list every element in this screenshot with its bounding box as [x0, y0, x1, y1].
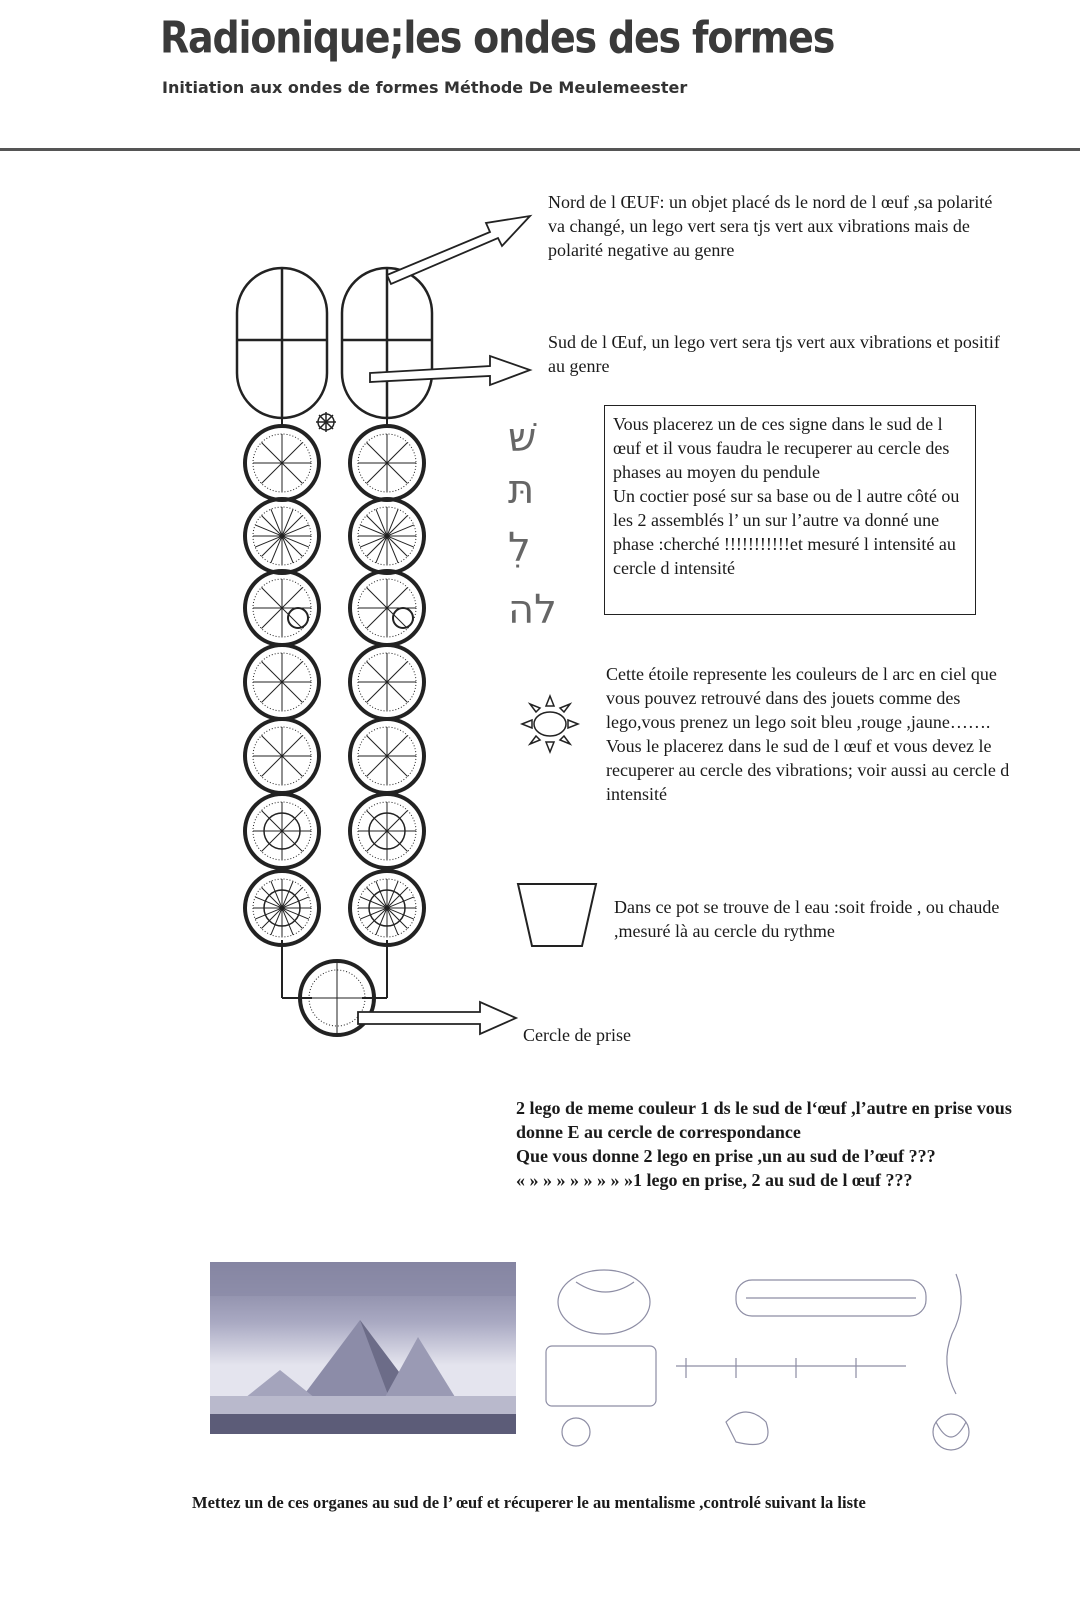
note-etoile: Cette étoile represente les couleurs de l arc en ciel que vous pouvez retrouvé dans des jouets comme des lego,vous prenez un lego soit bleu ,rouge ,jaune……. Vous le placerez dans le sud de l œuf et vous devez le recuperer au cercle des vibrations; voir aussi au cercle d intensité	[606, 664, 1010, 804]
dial-circle	[350, 571, 424, 645]
header-divider	[0, 148, 1080, 151]
note-footer: Mettez un de ces organes au sud de l’ œuf et récuperer le au mentalisme ,controlé suivant la liste	[192, 1493, 866, 1512]
note-lego: 2 lego de meme couleur 1 ds le sud de l‘œuf ,l’autre en prise vous donne E au cercle de correspondance Que vous donne 2 lego en prise ,un au sud de l’œuf ??? « » » » » » » » »1 lego en prise, 2 au sud de l œuf ???	[516, 1098, 1012, 1190]
dial-circle	[245, 499, 319, 573]
egg-diagram	[220, 180, 550, 1060]
note-nord-oeuf: Nord de l ŒUF: un objet placé ds le nord de l œuf ,sa polarité va changé, un lego vert sera tjs vert aux vibrations mais de polarité negative au genre	[548, 192, 993, 260]
pyramids-image	[210, 1262, 516, 1434]
sun-star-icon	[518, 692, 582, 756]
hebrew-shin-glyph: שׁ	[508, 415, 537, 461]
dial-circle	[350, 719, 424, 793]
note-signes-box: Vous placerez un de ces signe dans le sud de l œuf et il vous faudra le recuperer au cercle des phases au moyen du pendule Un coctier posé sur sa base ou de l autre côté ou les 2 assemblés l’ un sur l’autre va donné une phase :cherché !!!!!!!!!!!et mesuré l intensité au cercle d intensité	[604, 405, 976, 615]
dial-circle	[350, 794, 424, 868]
page-subtitle: Initiation aux ondes de formes Méthode De Meulemeester	[162, 78, 688, 97]
note-pot: Dans ce pot se trouve de l eau :soit froide , ou chaude ,mesuré là au cercle du rythme	[614, 897, 1000, 941]
anatomy-sketches-image	[536, 1262, 988, 1458]
dial-circle	[245, 719, 319, 793]
egg-right	[342, 268, 432, 418]
hebrew-tav-glyph: תּ	[508, 467, 535, 513]
egg-left	[237, 268, 327, 418]
page-title: Radionique;les ondes des formes	[160, 12, 835, 63]
hebrew-lamed-glyph: לִ	[508, 525, 531, 571]
label-cercle-de-prise: Cercle de prise	[523, 1025, 631, 1045]
dial-circle	[245, 794, 319, 868]
dial-circle	[350, 499, 424, 573]
dial-circle	[245, 571, 319, 645]
note-sud-oeuf: Sud de l Œuf, un lego vert sera tjs vert aux vibrations et positif au genre	[548, 332, 1000, 376]
hebrew-lamed-he-glyph: לה	[508, 587, 557, 633]
hebrew-signs	[508, 415, 568, 639]
dial-circle	[245, 871, 319, 945]
dial-circle	[245, 426, 319, 500]
dial-circle	[350, 871, 424, 945]
dial-circle	[350, 426, 424, 500]
dial-circle	[245, 645, 319, 719]
water-pot-icon	[514, 880, 600, 950]
compass-icon	[316, 412, 336, 432]
dial-circle	[350, 645, 424, 719]
circle-chains	[245, 418, 424, 945]
